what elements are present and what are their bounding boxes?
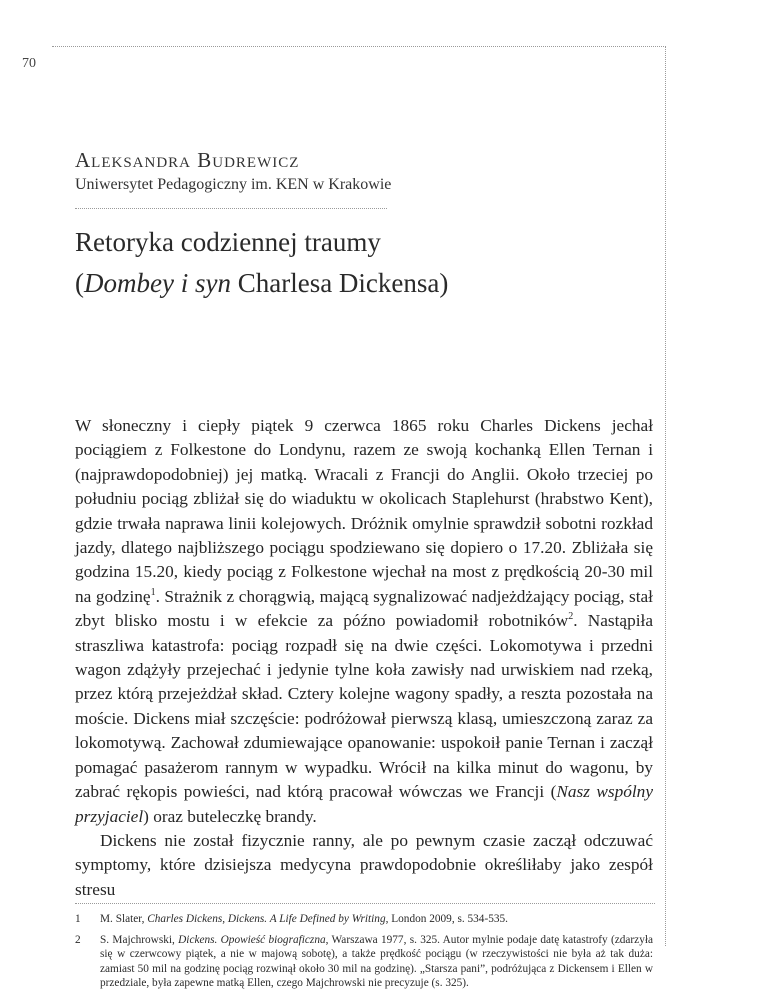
article-body <box>75 414 653 902</box>
footnote-2-pre: S. Majchrowski, <box>100 933 179 946</box>
paragraph-1 <box>75 414 653 829</box>
title-book-name: Dombey i syn <box>84 268 231 298</box>
footnote-2 <box>75 933 653 991</box>
footnote-1-post: , London 2009, s. 534-535. <box>385 913 508 925</box>
article-title <box>75 222 655 304</box>
right-dotted-rule <box>665 46 666 946</box>
title-line-2-rest: Charlesa Dickensa) <box>230 268 449 298</box>
top-dotted-rule <box>52 46 666 47</box>
title-line-2 <box>75 263 655 304</box>
paragraph-2: Dickens nie został fizycznie ranny, ale po pewnym czasie zaczął odczuwać symptomy, które dzisiejsza medycyna prawdopodobnie określiłaby jako zespół stresu <box>75 830 653 899</box>
footnote-1 <box>75 912 653 927</box>
title-line-1: Retoryka codziennej traumy <box>75 227 381 257</box>
page-number: 70 <box>22 56 36 71</box>
footnote-2-title: Dickens. Opowieść biograficzna <box>178 933 326 946</box>
book-title-italic: Nasz wspólny przyjaciel <box>75 782 653 826</box>
footnote-1-pre: M. Slater, <box>100 913 148 925</box>
footnote-ref-2[interactable]: 2 <box>568 611 574 623</box>
paragraph-1-part-d: ) oraz buteleczkę brandy. <box>143 806 317 826</box>
footnote-2-number: 2 <box>75 933 81 946</box>
footnote-dotted-rule <box>75 903 655 904</box>
author-affiliation: Uniwersytet Pedagogiczny im. KEN w Krakowie <box>75 176 392 193</box>
title-dotted-rule <box>75 208 387 209</box>
title-paren-open: ( <box>75 268 84 298</box>
footnote-1-title: Charles Dickens, Dickens. A Life Defined by Writing <box>147 913 386 925</box>
paragraph-1-part-a: W słoneczny i ciepły piątek 9 czerwca 1865 roku Charles Dickens jechał pociągiem z Folkestone do Londynu, razem ze swoją kochanką Ellen Ternan i (najprawdopodobniej) jej matką. Wracali z Francji do Anglii. Około trzeciej po południu pociąg zbliżał się do wiaduktu w okolicach Staplehurst (hrabstwo Kent), gdzie trwała naprawa linii kolejowych. Dróżnik omylnie sprawdził sobotni rozkład jazdy, dlatego najbliższego pociągu spodziewano się dopiero o 17.20. Zbliżała się godzina 15.20, kiedy pociąg z Folkestone wjechał na most z prędkością 20-30 mil na godzinę <box>75 416 653 606</box>
footnote-ref-1[interactable]: 1 <box>150 587 156 599</box>
author-name: Aleksandra Budrewicz <box>75 148 300 172</box>
paragraph-1-part-b: . Strażnik z chorągwią, mającą sygnalizować nadjeżdżający pociąg, stał zbyt blisko mostu i w efekcie za późno powiadomił robotników <box>75 586 653 631</box>
footnotes <box>75 912 653 997</box>
paragraph-1-part-c: . Nastąpiła straszliwa katastrofa: pociąg rozpadł się na dwie części. Lokomotywa i przedni wagon zdążyły przejechać i jedynie tylne koła zawisły nad urwiskiem nad rzeką, przez którą przejeżdżał skład. Cztery kolejne wagony spadły, a reszta pozostała na moście. Dickens miał szczęście: podróżował pierwszą klasą, umieszczoną zaraz za lokomotywą. Zachował zdumiewające opanowanie: uspokoił panie Ternan i zaczął pomagać pasażerom rannym w wypadku. Wrócił na kilka minut do wagonu, by zabrać rękopis powieści, nad którą pracował wówczas we Francji ( <box>75 611 654 802</box>
footnote-1-number: 1 <box>75 913 81 925</box>
footnote-2-post: , Warszawa 1977, s. 325. Autor mylnie podaje datę katastrofy (zdarzyła się w czerwcowy piątek, a nie w majową sobotę), a także prędkość pociągu (w rzeczywistości nie była aż tak duża: zamiast 50 mil na godzinę pociąg rozwinął około 30 mil na godzinę). „Starsza pani”, podróżująca z Dickensem i Ellen w przedziale, była zapewne matką Ellen, czego Majchrowski nie precyzuje (s. 325). <box>100 933 653 990</box>
